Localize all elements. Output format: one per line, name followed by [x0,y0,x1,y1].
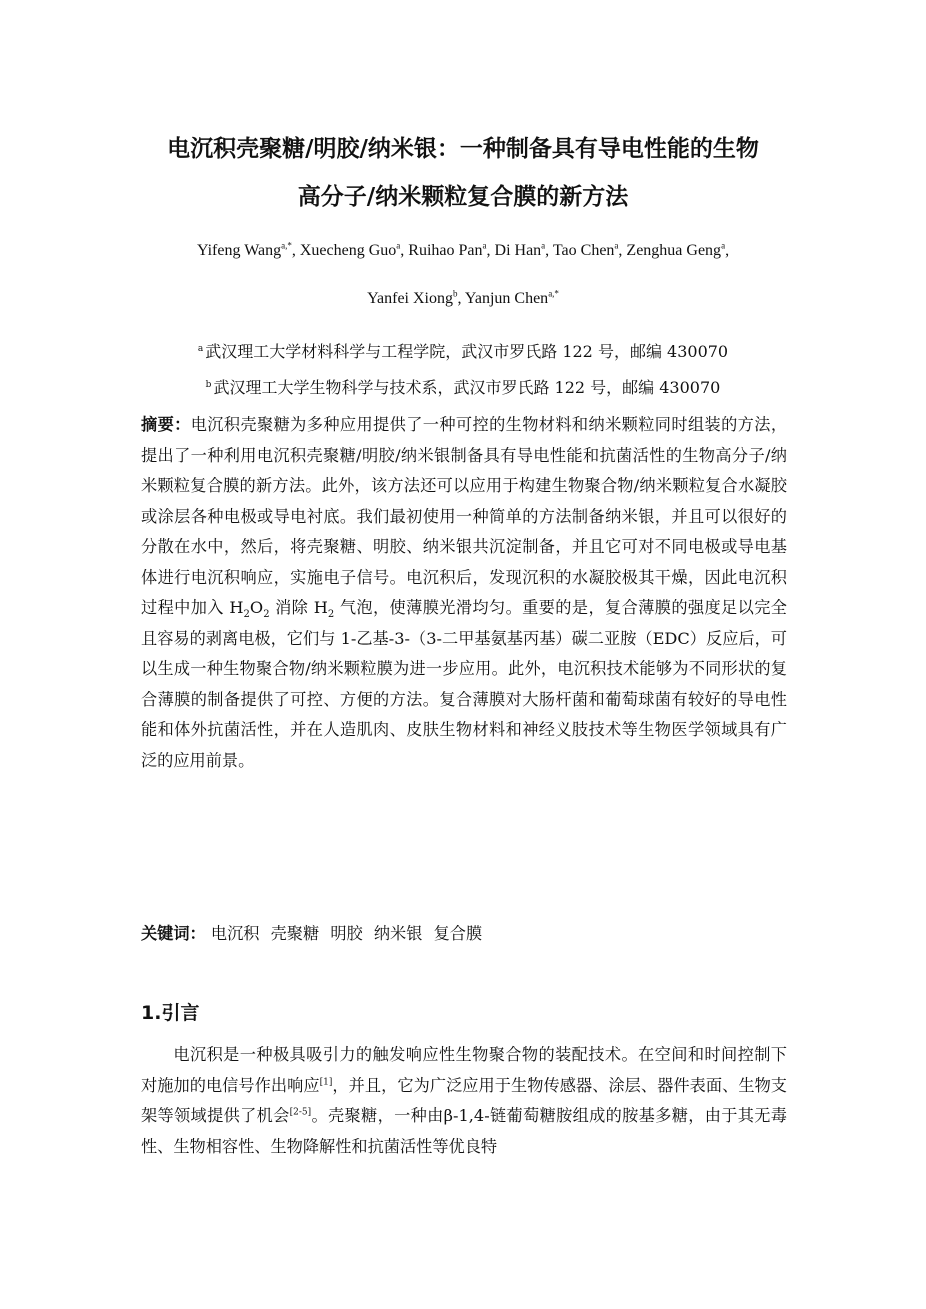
author-affiliation-mark: a [614,240,619,251]
author-name: Ruihao Pan [408,242,483,259]
keywords-label: 关键词： [141,924,206,943]
citation: [2-5] [289,1107,312,1118]
introduction-paragraph [141,1040,787,1162]
abstract-text: 气泡，使薄膜光滑均匀。重要的是，复合薄膜的强度足以完全且容易的剥离电极，它们与 1-乙基-3-（3-二甲基氨基丙基）碳二亚胺（EDC）反应后，可以生成一种生物聚合物/纳米颗粒膜为进一步应用。此外，电沉积技术能够为不同形状的复合薄膜的制备提供了可控、方便的方法。复合薄膜对大肠杆菌和葡萄球菌有较好的导电性能和体外抗菌活性，并在人造肌肉、皮肤生物材料和神经义肢技术等生物医学领域具有广泛的应用前景。 [141,598,787,770]
keyword: 壳聚糖 [270,924,320,943]
subscript: 2 [263,609,270,621]
affiliation-a [120,339,806,362]
author-name: Yanfei Xiong [367,290,453,307]
keyword: 复合膜 [433,924,483,943]
author-name: Zenghua Geng [626,242,722,259]
author-affiliation-mark: a,* [281,240,292,251]
affiliation-mark: a [197,343,204,354]
author-name: Xuecheng Guo [299,242,397,259]
author-list-line-2: Yanfei Xiong$^b$, Yanjun Chen$^{a,*}$ [367,288,559,307]
body-text: ，并且，它为广泛应用于生物传感器、涂层、器件表面、生物支架等领域提供了机会 [141,1075,787,1125]
subscript: 2 [243,609,250,621]
affiliation-b [120,375,806,398]
affiliation-text: 武汉理工大学材料科学与工程学院，武汉市罗氏路 122 号，邮编 430070 [205,342,729,361]
abstract-text: 消除 H [269,598,328,617]
abstract [141,410,787,776]
section-heading-introduction: 1.引言 [141,1002,200,1024]
keywords [141,920,488,944]
author-affiliation-mark: b [453,288,458,299]
body-text: 。壳聚糖，一种由β-1,4-链葡萄糖胺组成的胺基多糖，由于其无毒性、生物相容性、生物降解性和抗菌活性等优良特 [141,1106,787,1156]
subscript: 2 [327,609,335,621]
abstract-label: 摘要： [141,415,191,434]
author-affiliation-mark: a [396,240,401,251]
citation: [1] [319,1077,333,1088]
author-name: Tao Chen [552,242,615,259]
abstract-text: O [249,598,264,617]
author-affiliation-mark: a,* [548,288,559,299]
author-name: Di Han [494,242,542,259]
keyword: 明胶 [330,924,363,943]
abstract-text: 电沉积壳聚糖为多种应用提供了一种可控的生物材料和纳米颗粒同时组装的方法，提出了一种利用电沉积壳聚糖/明胶/纳米银制备具有导电性能和抗菌活性的生物高分子/纳米颗粒复合膜的新方法。此外，该方法还可以应用于构建生物聚合物/纳米颗粒复合水凝胶或涂层各种电极或导电衬底。我们最初使用一种简单的方法制备纳米银，并且可以很好的分散在水中，然后，将壳聚糖、明胶、纳米银共沉淀制备，并且它可对不同电极或导电基体进行电沉积响应，实施电子信号。电沉积后，发现沉积的水凝胶极其干燥，因此电沉积过程中加入 H [141,415,788,617]
author-affiliation-mark: a [721,240,726,251]
keyword: 纳米银 [373,924,423,943]
author-affiliation-mark: a [482,240,487,251]
keyword: 电沉积 [210,924,260,943]
author-affiliation-mark: a [541,240,546,251]
affiliation-text: 武汉理工大学生物科学与技术系，武汉市罗氏路 122 号，邮编 430070 [213,378,721,397]
author-name: Yifeng Wang [196,242,282,259]
paper-title-line-1: 电沉积壳聚糖/明胶/纳米银：一种制备具有导电性能的生物 [167,136,759,162]
author-name: Yanjun Chen [464,290,549,307]
affiliation-mark: b [205,379,212,390]
author-list-line-1: Yifeng Wang$^{a,*}$, Xuecheng Guo$^a$, Ruihao Pan$^a$, Di Han$^a$, Tao Chen$^a$, Zenghua Geng$^a$, [196,240,730,259]
body-text: 电沉积是一种极具吸引力的触发响应性生物聚合物的装配技术。在空间和时间控制下对施加的电信号作出响应 [141,1045,787,1095]
paper-title-line-2: 高分子/纳米颗粒复合膜的新方法 [297,184,629,210]
